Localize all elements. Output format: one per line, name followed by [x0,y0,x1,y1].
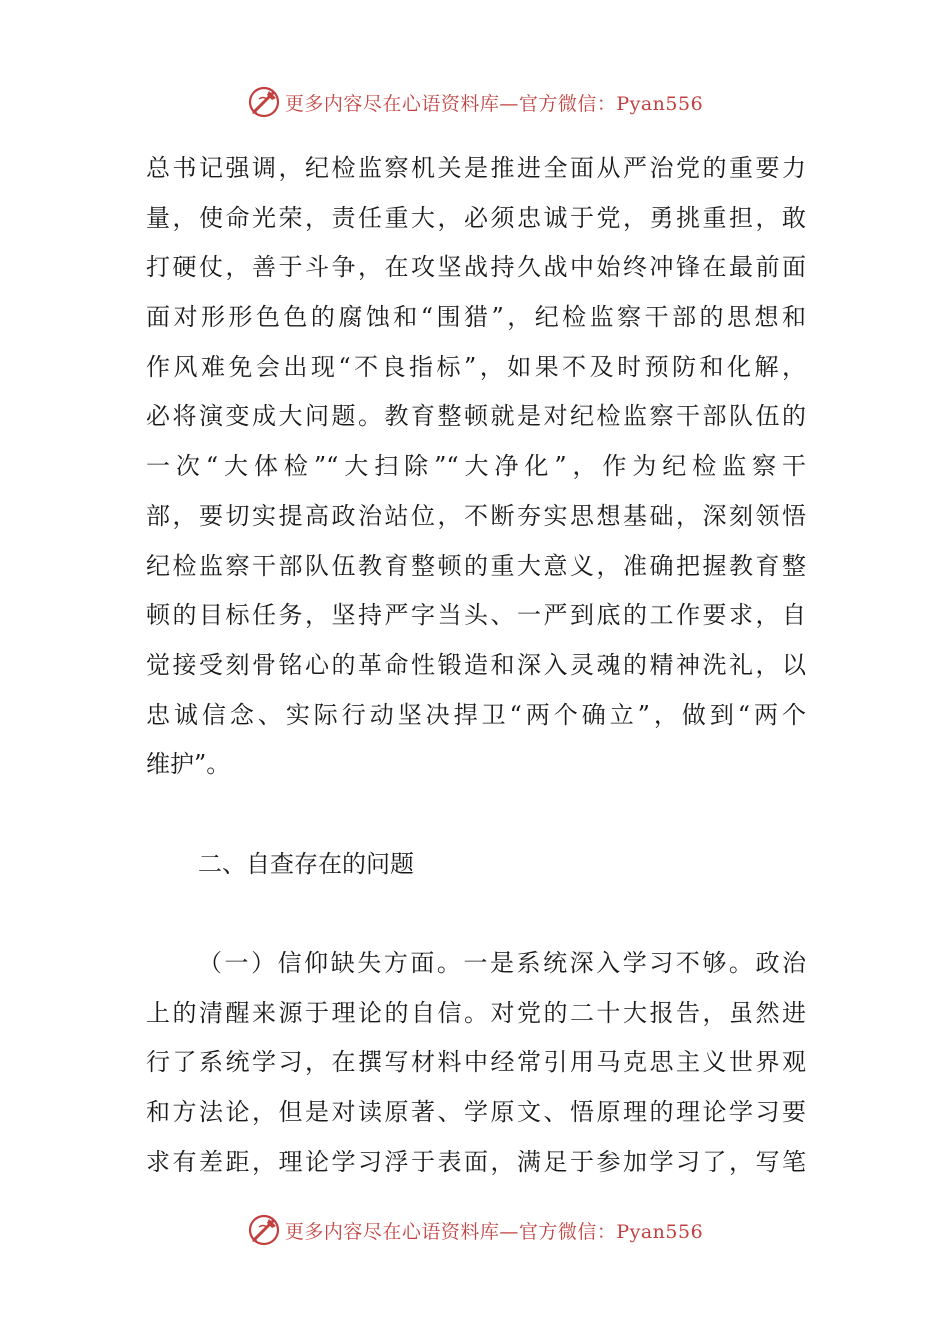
header-banner [0,82,950,122]
text-line: 和方法论，但是对读原著、学原文、悟原理的理论学习要 [146,1098,806,1127]
text-line: 顿的目标任务，坚持严字当头、一严到底的工作要求，自 [146,601,806,630]
pen-logo-icon [247,1213,281,1247]
text-line: 量，使命光荣，责任重大，必须忠诚于党，勇挑重担，敢 [146,203,806,232]
text-line: 面对形形色色的腐蚀和“围猎”，纪检监察干部的思想和 [146,303,806,332]
text-line: 觉接受刻骨铭心的革命性锻造和深入灵魂的精神洗礼，以 [146,650,806,679]
section-heading: 二、自查存在的问题 [198,849,414,878]
pen-logo-icon [247,85,281,119]
text-line: 行了系统学习，在撰写材料中经常引用马克思主义世界观 [146,1048,806,1077]
text-line: 纪检监察干部队伍教育整顿的重大意义，准确把握教育整 [146,551,806,580]
text-line: 上的清醒来源于理论的自信。对党的二十大报告，虽然进 [146,998,806,1027]
text-line: 作风难免会出现“不良指标”，如果不及时预防和化解， [146,352,806,381]
text-line: 打硬仗，善于斗争，在攻坚战持久战中始终冲锋在最前面 [146,253,806,282]
text-line: （一）信仰缺失方面。一是系统深入学习不够。政治 [198,949,806,977]
spacer [146,790,806,840]
header-banner-text: 更多内容尽在心语资料库—官方微信：Pyan556 [284,92,704,115]
text-line: 总书记强调，纪检监察机关是推进全面从严治党的重要力 [146,154,806,182]
text-line: 一次“大体检”“大扫除”“大净化”，作为纪检监察干 [146,452,806,481]
paragraph-2 [146,939,806,1187]
spacer [146,889,806,939]
text-line: 必将演变成大问题。教育整顿就是对纪检监察干部队伍的 [146,402,806,431]
text-line: 求有差距，理论学习浮于表面，满足于参加学习了，写笔 [146,1147,806,1176]
text-line: 忠诚信念、实际行动坚决捍卫“两个确立”，做到“两个 [146,700,806,729]
text-line: 部，要切实提高政治站位，不断夯实思想基础，深刻领悟 [146,501,806,530]
text-line: 维护”。 [146,750,231,779]
footer-banner [0,1210,950,1250]
document-body [146,144,806,1187]
footer-banner-text: 更多内容尽在心语资料库—官方微信：Pyan556 [284,1220,704,1243]
paragraph-1 [146,144,806,790]
